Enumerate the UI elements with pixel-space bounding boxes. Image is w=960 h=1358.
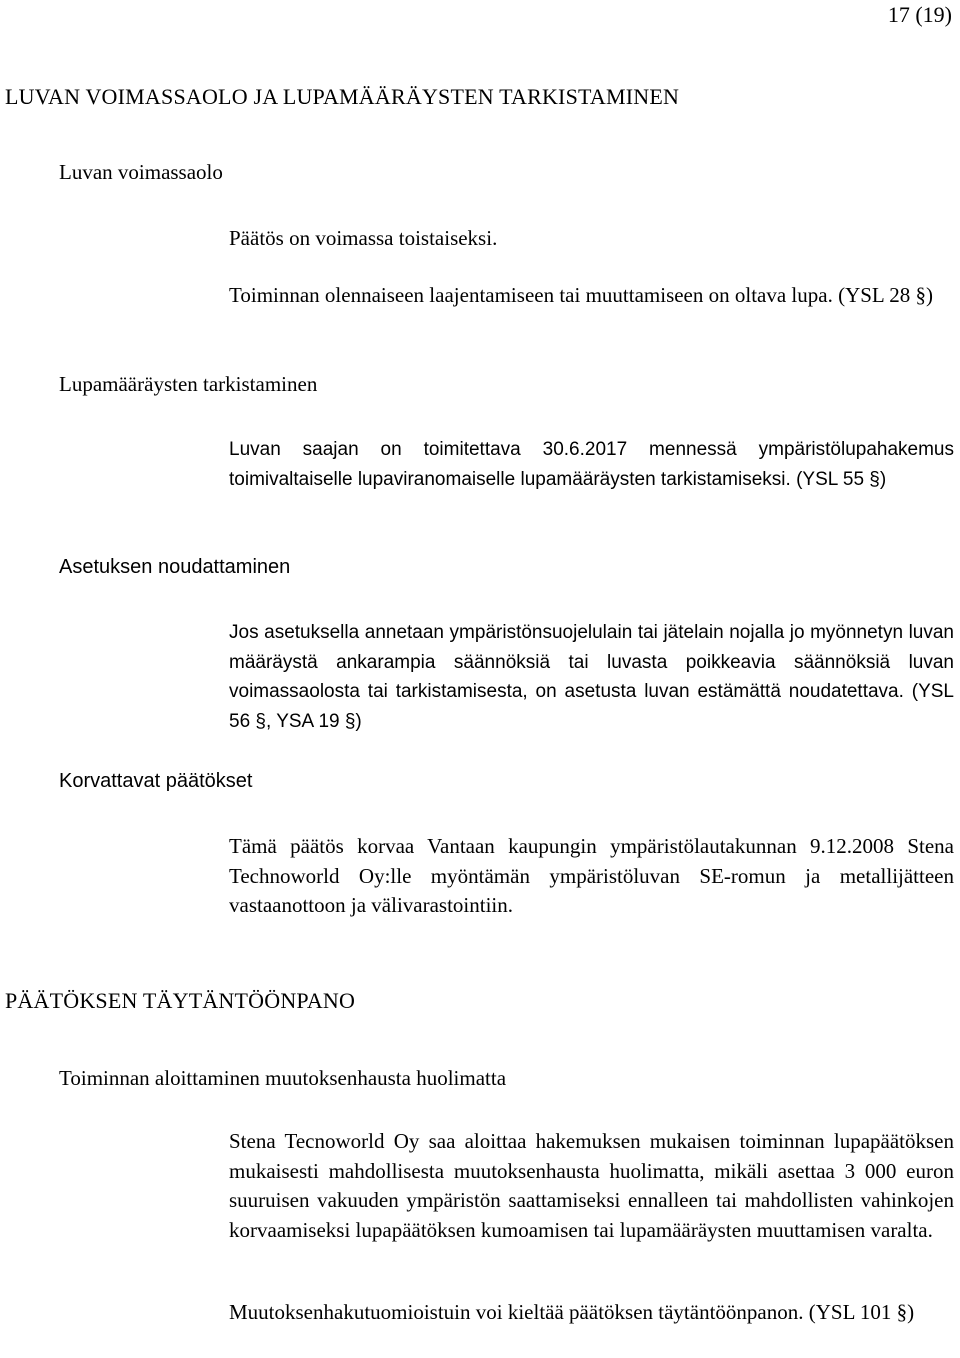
subheading-asetuksen-noudattaminen: Asetuksen noudattaminen <box>59 556 291 578</box>
subheading-luvan-voimassaolo: Luvan voimassaolo <box>59 160 223 184</box>
paragraph-tarkistaminen: Luvan saajan on toimitettava 30.6.2017 mennessä ympäristölupahakemus toimivaltaiselle lupaviranomaiselle lupamääräysten tarkistamiseksi. (YSL 55 §) <box>229 439 954 490</box>
subheading-korvattavat-paatokset: Korvattavat päätökset <box>59 770 253 792</box>
paragraph-korvattavat: Tämä päätös korvaa Vantaan kaupungin ympäristölautakunnan 9.12.2008 Stena Technoworld Oy:lle myöntämän ympäristöluvan SE-romun ja metallijätteen vastaanottoon ja välivarastointiin. <box>229 834 954 917</box>
paragraph-kielto: Muutoksenhakutuomioistuin voi kieltää päätöksen täytäntöönpanon. (YSL 101 §) <box>229 1300 915 1324</box>
section-heading-taytantoonpano: PÄÄTÖKSEN TÄYTÄNTÖÖNPANO <box>5 988 356 1013</box>
paragraph-aloittaminen: Stena Tecnoworld Oy saa aloittaa hakemuksen mukaisen toiminnan lupapäätöksen mukaisesti mahdollisesta muutoksenhausta huolimatta, mikäli asettaa 3 000 euron suuruisen vakuuden ympäristön saattamiseksi ennalleen tai mahdollisten vahinkojen korvaamiseksi lupapäätöksen kumoamisen tai lupamääräysten muuttamisen varalta. <box>229 1129 954 1242</box>
subheading-toiminnan-aloittaminen: Toiminnan aloittaminen muutoksenhausta huolimatta <box>59 1066 507 1090</box>
subheading-lupamaaraysten-tarkistaminen: Lupamääräysten tarkistaminen <box>59 372 318 396</box>
page-number: 17 (19) <box>887 2 952 27</box>
paragraph-voimassa: Päätös on voimassa toistaiseksi. <box>229 226 498 250</box>
paragraph-asetus: Jos asetuksella annetaan ympäristönsuojelulain tai jätelain nojalla jo myönnetyn luvan määräystä ankarampia säännöksiä tai luvasta poikkeavia säännöksiä luvan voimassaolosta tai tarkistamisesta, on asetusta luvan estämättä noudatettava. (YSL 56 §, YSA 19 §) <box>229 622 954 732</box>
section-heading-luvan-voimassaolo: LUVAN VOIMASSAOLO JA LUPAMÄÄRÄYSTEN TARKISTAMINEN <box>5 84 680 109</box>
paragraph-laajentaminen: Toiminnan olennaiseen laajentamiseen tai muuttamiseen on oltava lupa. (YSL 28 §) <box>229 283 933 307</box>
